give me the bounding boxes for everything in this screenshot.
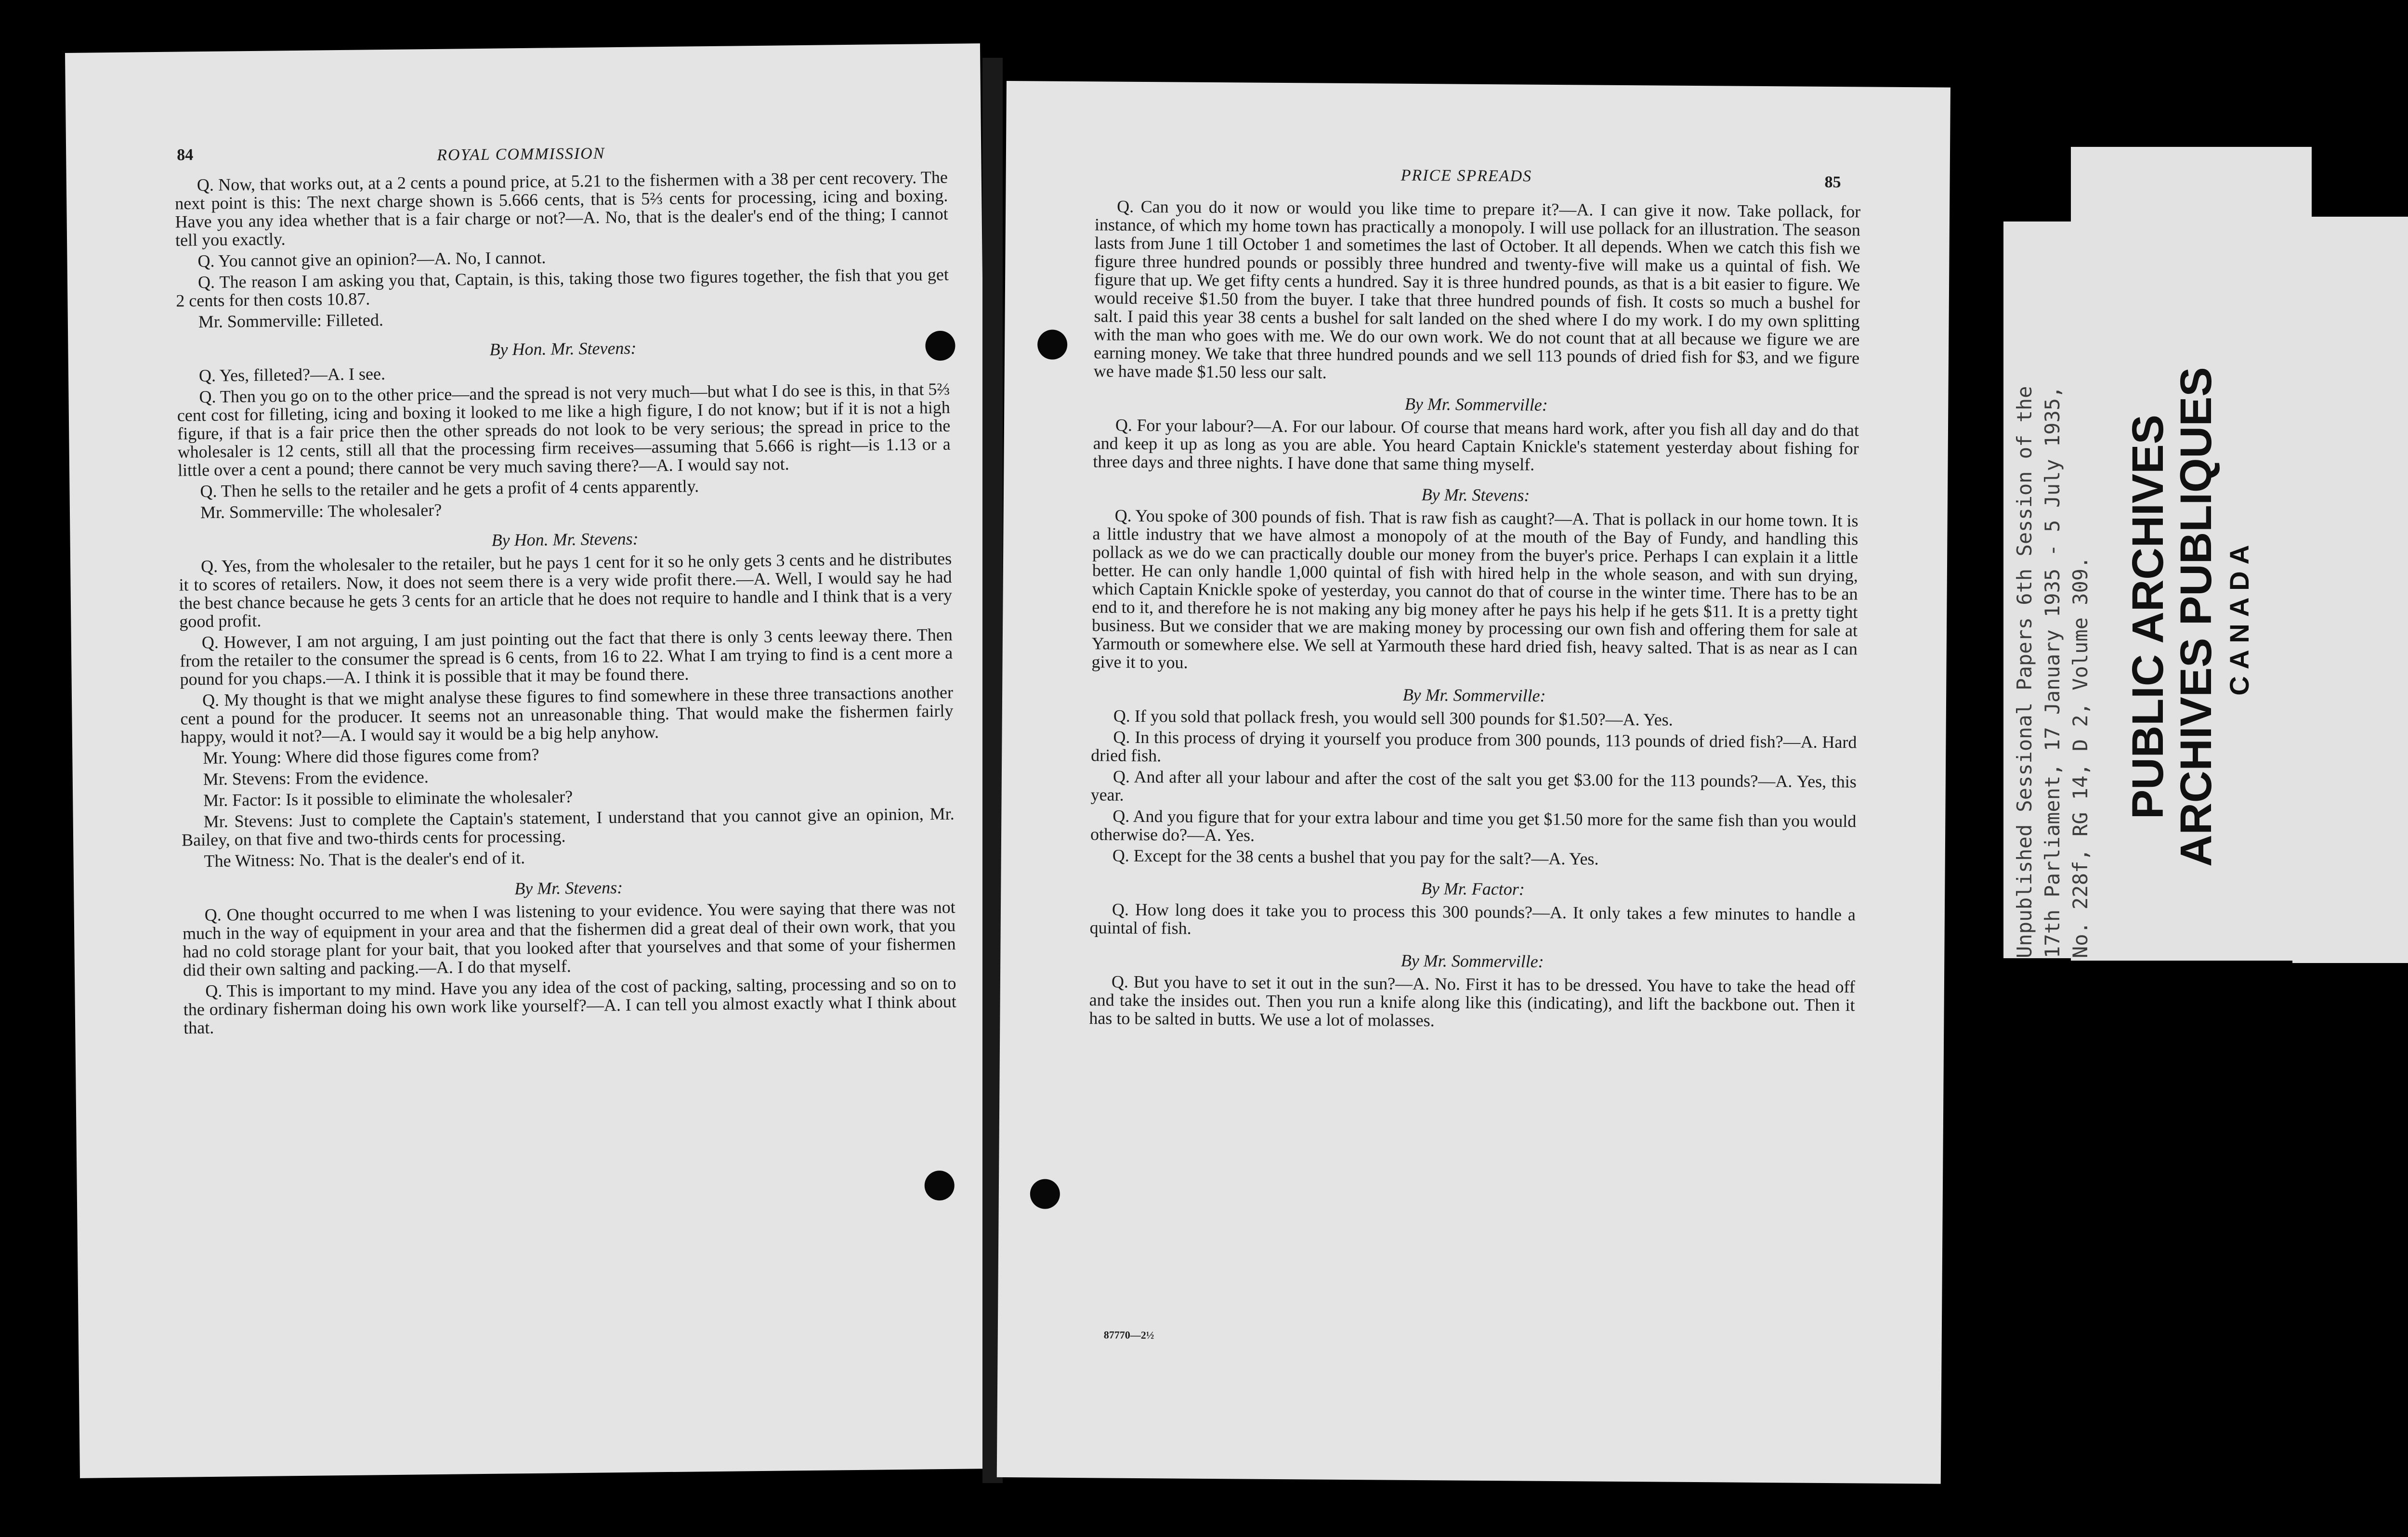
section-heading: By Mr. Sommerville:	[1404, 394, 1548, 415]
paragraph: Q. Yes, from the wholesaler to the retailer, but he pays 1 cent for it so he only gets 3 cents and he distributes it to scores of retailers. Now, it does not seem there is a very wide profit there.—A. Well, I would say he had the best chance because he gets 3 cents for an article that he does not require to handle and I think that is a very good profit.	[179, 548, 953, 631]
left-page-body	[175, 168, 957, 1040]
archive-line-en: PUBLIC ARCHIVES	[2123, 415, 2172, 820]
paragraph: Q. But you have to set it out in the sun?—A. No. First it has to be dressed. You have to take the head off and take the insides out. Then you run a knife along like this (indicating), and lift the backbone out. Then it has to be salted in butts. We use a lot of molasses.	[1089, 972, 1856, 1030]
right-page-body	[1089, 197, 1860, 1035]
archive-line-country: CANADA	[2224, 538, 2254, 696]
paragraph: Mr. Stevens: From the evidence.	[203, 767, 429, 789]
punch-hole	[924, 1171, 955, 1201]
archival-reference	[2011, 386, 2094, 958]
paragraph: Q. For your labour?—A. For our labour. Of course that means hard work, after you fish all day and do that and keep it up as long as you are able. You heard Captain Knickle's statement yesterday about fishing for three days and three nights. I have done that same thing myself.	[1093, 415, 1859, 474]
paragraph: Mr. Factor: Is it possible to eliminate the wholesaler?	[203, 787, 573, 810]
paragraph: Q. And you figure that for your extra labour and time you get $1.50 more for the same fish than you would otherwise do?—A. Yes.	[1090, 806, 1857, 845]
punch-hole	[925, 331, 955, 361]
section-heading: By Hon. Mr. Stevens:	[489, 338, 637, 359]
reference-line: Unpublished Sessional Papers 6th Session of the	[2013, 386, 2036, 958]
section-heading: By Mr. Sommerville:	[1400, 951, 1544, 971]
section-heading: By Mr. Stevens:	[1421, 485, 1530, 505]
paragraph: Q. The reason I am asking you that, Captain, is this, taking those two figures together, the fish that you get 2 cents for then costs 10.87.	[176, 264, 949, 311]
footer-code: 87770—2½	[1103, 1329, 1154, 1342]
punch-hole	[1030, 1179, 1060, 1209]
paragraph: Q. In this process of drying it yourself you produce from 300 pounds, 113 pounds of dried fish?—A. Hard dried fish.	[1091, 727, 1857, 766]
paragraph: Mr. Sommerville: Filleted.	[198, 310, 384, 332]
paragraph: Mr. Young: Where did those figures come from?	[203, 744, 539, 768]
paragraph: The Witness: No. That is the dealer's end of it.	[204, 848, 525, 871]
right-running-head: PRICE SPREADS	[1400, 166, 1532, 185]
left-page	[65, 43, 995, 1478]
paragraph: Q. You cannot give an opinion?—A. No, I cannot.	[197, 247, 546, 271]
reference-line: No. 228f, RG 14, D 2, Volume 309.	[2068, 556, 2092, 958]
paragraph: Q. Now, that works out, at a 2 cents a pound price, at 5.21 to the fishermen with a 38 per cent recovery. The next point is this: The next charge shown is 5.666 cents, that is 5⅔ cents for processing, icing and boxing. Have you any idea whether that is a fair charge or not?—A. No, that is the dealer's end of the thing; I cannot tell you exactly.	[175, 167, 948, 250]
paragraph: Q. Except for the 38 cents a bushel that you pay for the salt?—A. Yes.	[1112, 846, 1599, 869]
archive-line-fr: ARCHIVES PUBLIQUES	[2172, 367, 2221, 867]
paragraph: Q. If you sold that pollack fresh, you would sell 300 pounds for $1.50?—A. Yes.	[1113, 706, 1673, 729]
paragraph: Q. How long does it take you to process this 300 pounds?—A. It only takes a few minutes to handle a quintal of fish.	[1089, 899, 1856, 938]
section-heading: By Mr. Stevens:	[514, 877, 623, 899]
left-running-head: ROYAL COMMISSION	[437, 144, 605, 164]
paragraph: Q. You spoke of 300 pounds of fish. That is raw fish as caught?—A. That is pollack in our home town. It is a little industry that we have almost a monopoly of at the mouth of the Bay of Fundy, and handling this pollack as we do we can practically double our money from the buyer's price. Perhaps I can explain it a little better. He can only handle 1,000 quintal of fish with hired help in the whole season, and with sun drying, which Captain Knickle spoke of yesterday, you cannot do that of course in the winter time. There has to be an end to it, and therefore he is not making any big money after he pays his help if he gets $11. It is a pretty tight business. But we consider that we are making money by processing our own fish and offering them for sale at Yarmouth or somewhere else. We sell at Yarmouth these hard dried fish, heavy salted. That is as near as I can give it to you.	[1091, 506, 1858, 672]
paragraph: Q. Can you do it now or would you like time to prepare it?—A. I can give it now. Take pollack, for instance, of which my home town has practically a monopoly. I will use pollack for an illustration. The season lasts from June 1 till October 1 and sometimes the last of October. It all depends. When we catch this fish we figure three hundred pounds or possibly three hundred and twenty-five will make us a quintal of fish. We figure that up. We get fifty cents a hundred. Say it is three hundred pounds, as that is a bit easier to figure. We would receive $1.50 from the buyer. I take that three hundred pounds of fish. It costs so much a bushel for salt. I paid this year 38 cents a bushel for salt landed on the shed where I do my work. I do my own splitting with the man who goes with me. We do our own work. We do not count that at all because we figure we are earning money. We take that three hundred pounds and we sell 113 pounds of dried fish for $3, and we figure we have made $1.50 less our salt.	[1093, 196, 1861, 382]
paragraph: Q. Then you go on to the other price—and the spread is not very much—but what I do see is this, in that 5⅔ cent cost for filleting, icing and boxing it looked to me like a high figure, I do not know; but if it is not a high figure, if that is a fair price then the other spreads do not look to be very serious; the spread in price to the wholesaler is 12 cents, still all that the processing firm receives—assuming that 5.666 is right—is 1.13 or a little over a cent a pound; there cannot be very much saving there?—A. I would say not.	[177, 379, 951, 480]
paragraph: Mr. Sommerville: The wholesaler?	[200, 500, 442, 522]
section-heading: By Hon. Mr. Stevens:	[491, 529, 639, 550]
section-heading: By Mr. Sommerville:	[1402, 685, 1546, 705]
paragraph: Q. Then he sells to the retailer and he gets a profit of 4 cents apparently.	[200, 476, 699, 501]
paragraph: Q. One thought occurred to me when I was listening to your evidence. You were saying that there was not much in the way of equipment in your area and that the fishermen did a great deal of their own work, that you had no cold storage plant for your bait, that you looked after that yourselves and that some of your fishermen did their own salting and packing.—A. I do that myself.	[182, 897, 956, 980]
archival-slip-right	[2292, 217, 2408, 963]
paragraph: Q. Yes, filleted?—A. I see.	[198, 364, 386, 386]
reference-line: 17th Parliament, 17 January 1935 - 5 July 1935,	[2041, 386, 2064, 958]
right-page-number: 85	[1824, 173, 1841, 192]
paragraph: Mr. Stevens: Just to complete the Captain's statement, I understand that you cannot give an opinion, Mr. Bailey, on that five and two-thirds cents for processing.	[181, 804, 955, 850]
paragraph: Q. And after all your labour and after the cost of the salt you get $3.00 for the 113 pounds?—A. Yes, this year.	[1090, 767, 1857, 805]
section-heading: By Mr. Factor:	[1421, 879, 1525, 899]
paragraph: Q. This is important to my mind. Have you any idea of the cost of packing, salting, processing and so on to the ordinary fisherman doing his own work like yourself?—A. I can tell you almost exactly what I think about that.	[183, 973, 956, 1038]
right-page	[997, 81, 1950, 1484]
left-page-number: 84	[177, 146, 194, 164]
paragraph: Q. My thought is that we might analyse these figures to find somewhere in these three transactions another cent a pound for the producer. It seems not an unreasonable thing. That would make the fishermen fairly happy, would it not?—A. I would say it would be a big help anyhow.	[180, 682, 954, 747]
paragraph: Q. However, I am not arguing, I am just pointing out the fact that there is only 3 cents leeway there. Then from the retailer to the consumer the spread is 6 cents, from 16 to 22. What I am trying to find is a cent more a pound for you chaps.—A. I think it is possible that it may be found there.	[180, 625, 953, 689]
punch-hole	[1037, 329, 1067, 359]
archive-stamp	[2124, 367, 2259, 867]
